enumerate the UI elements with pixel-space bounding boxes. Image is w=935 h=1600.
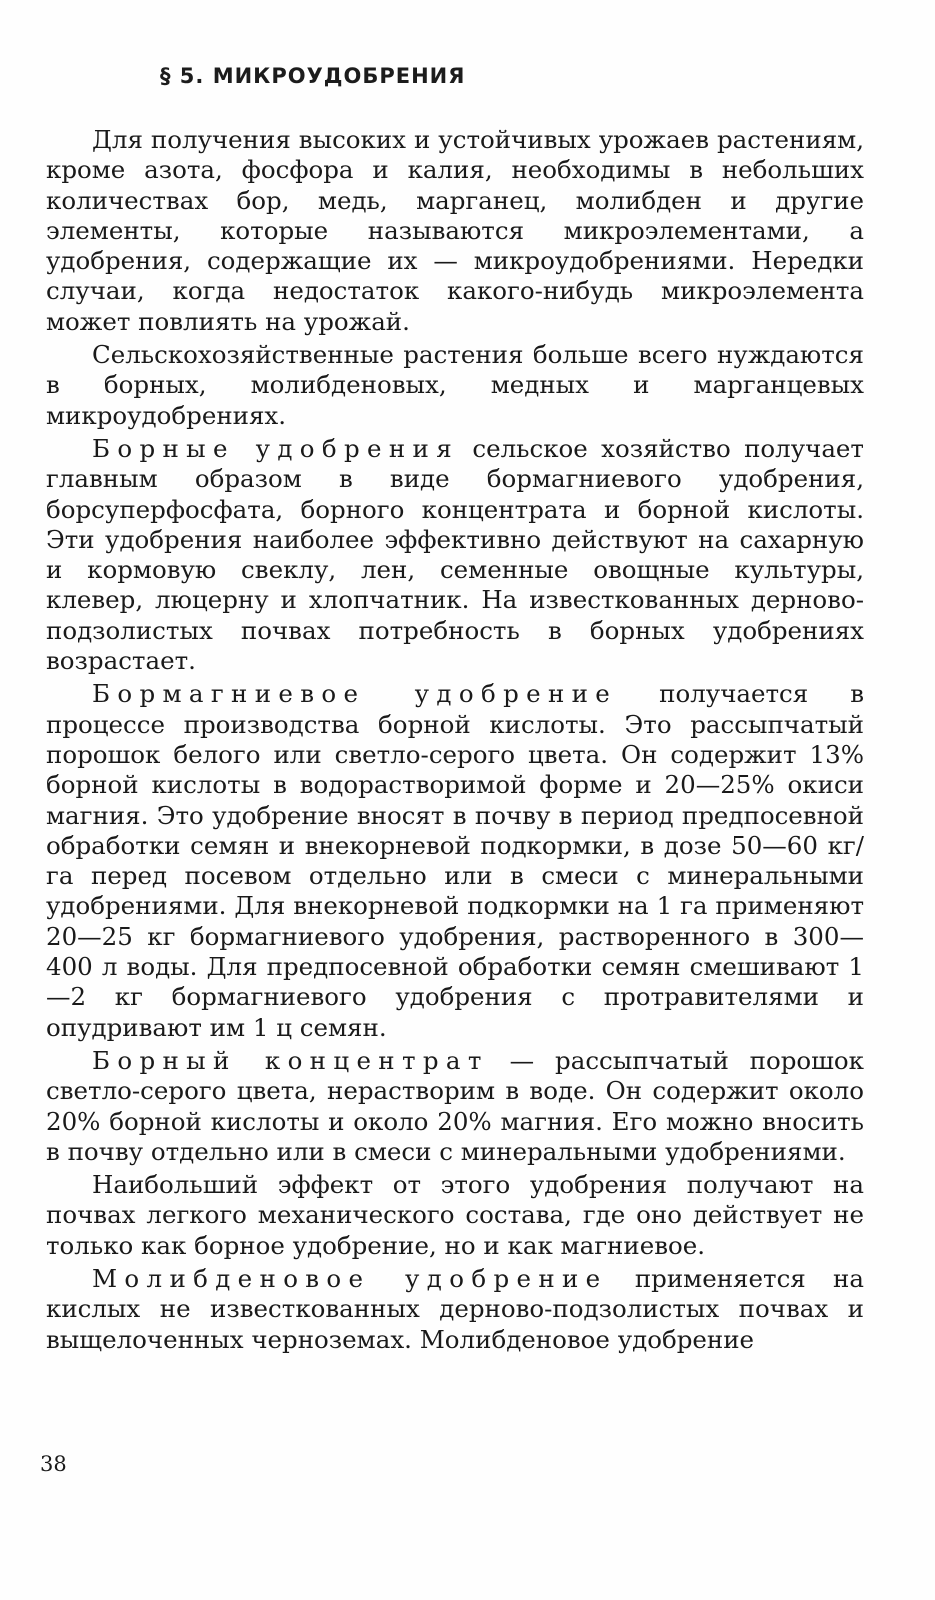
body-text xyxy=(46,125,864,1358)
paragraph-text: Наибольший эффект от этого удобрения получают на почвах легкого механического состава, где оно действует не только как борное удобрение, но и как магниевое. xyxy=(46,1170,864,1260)
paragraph-text: применяется на кислых не известкованных дерново-подзолистых почвах и выщелоченных черноземах. Молибденовое удобрение xyxy=(46,1263,864,1354)
paragraph-text: — рассыпчатый порошок светло-серого цвета, нерастворим в воде. Он содержит около 20% борной кислоты и около 20% магния. Его можно вносить в почву отдельно или в смеси с минеральными удобрениями. xyxy=(46,1045,864,1166)
paragraph-boron-concentrate xyxy=(46,1046,864,1167)
paragraph-lead: Борный концентрат xyxy=(92,1045,489,1075)
paragraph-text: Сельскохозяйственные растения больше всего нуждаются в борных, молибденовых, медных и марганцевых микроудобрениях. xyxy=(46,340,864,430)
paragraph-molybdenum xyxy=(46,1264,864,1355)
paragraph-text: получается в процессе производства борной кислоты. Это рассыпчатый порошок белого или светло-серого цвета. Он содержит 13% борной кислоты в водорастворимой форме и 20—25% окиси магния. Это удобрение вносят в почву в период предпосевной обработки семян и внекорневой подкормки, в дозе 50—60 кг/га перед посевом отдельно или в смеси с минеральными удобрениями. Для внекорневой подкормки на 1 га применяют 20—25 кг бормагниевого удобрения, растворенного в 300—400 л воды. Для предпосевной обработки семян смешивают 1—2 кг бормагниевого удобрения с протравителями и опудривают им 1 ц семян. xyxy=(46,679,864,1042)
paragraph-effect xyxy=(46,1170,864,1261)
paragraph-lead: Борные удобрения xyxy=(92,433,460,463)
paragraph-text: Для получения высоких и устойчивых урожаев растениям, кроме азота, фосфора и калия, необходимы в небольших количествах бор, медь, марганец, молибден и другие элементы, которые называются микроэлементами, а удобрения, содержащие их — микроудобрениями. Нередки случаи, когда недостаток какого-нибудь микроэлемента может повлиять на урожай. xyxy=(46,125,864,336)
paragraph-intro xyxy=(46,125,864,337)
paragraph-boron-fertilizers xyxy=(46,434,864,676)
section-heading: § 5. МИКРОУДОБРЕНИЯ xyxy=(160,64,466,88)
paragraph-boron-magnesium xyxy=(46,679,864,1043)
page-number: 38 xyxy=(40,1452,67,1476)
paragraph-lead: Молибденовое удобрение xyxy=(92,1263,608,1293)
paragraph-lead: Бормагниевое удобрение xyxy=(92,679,618,709)
paragraph-needs xyxy=(46,340,864,431)
paragraph-text: сельское хозяйство получает главным образом в виде бормагниевого удобрения, борсуперфосфата, борного концентрата и борной кислоты. Эти удобрения наиболее эффективно действуют на сахарную и кормовую свеклу, лен, семенные овощные культуры, клевер, люцерну и хлопчатник. На известкованных дерново-подзолистых почвах потребность в борных удобрениях возрастает. xyxy=(46,433,864,676)
